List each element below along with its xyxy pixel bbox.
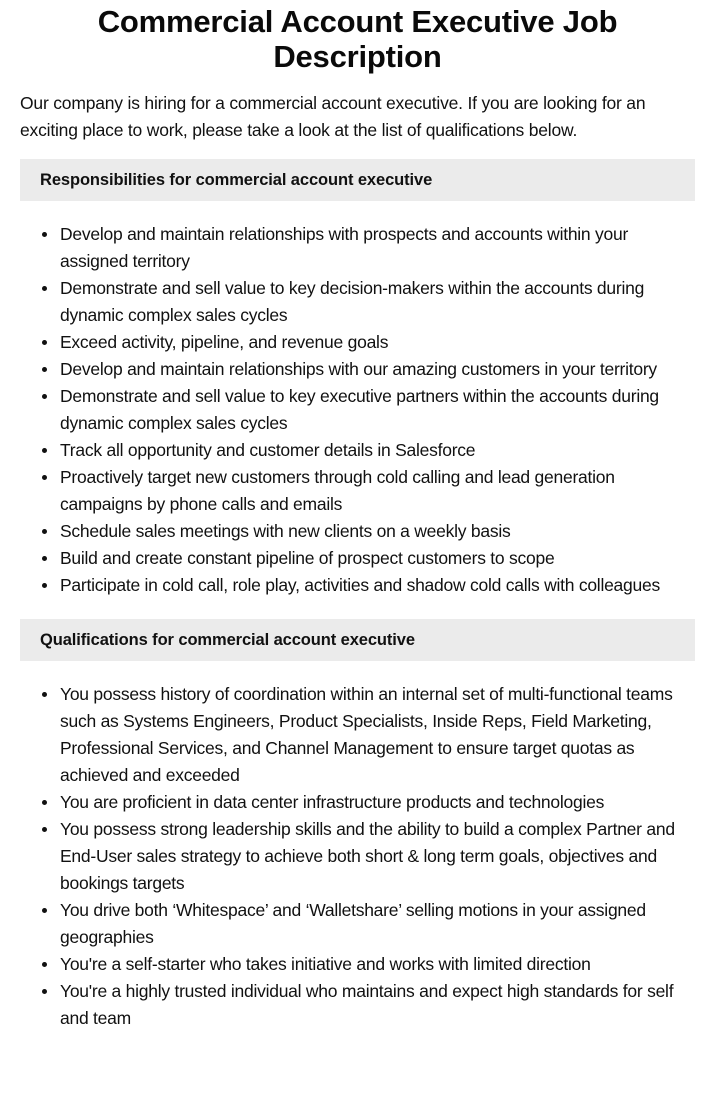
bullet-icon bbox=[42, 692, 47, 697]
bullet-icon bbox=[42, 232, 47, 237]
list-item bbox=[20, 356, 695, 383]
list-item-text: You're a highly trusted individual who maintains and expect high standards for self and team bbox=[60, 981, 674, 1028]
list-item bbox=[20, 329, 695, 356]
bullet-icon bbox=[42, 827, 47, 832]
list-item-text: Develop and maintain relationships with our amazing customers in your territory bbox=[60, 359, 657, 379]
list-item bbox=[20, 572, 695, 599]
list-item-text: You drive both ‘Whitespace’ and ‘Walletshare’ selling motions in your assigned geographies bbox=[60, 900, 646, 947]
list-item bbox=[20, 816, 695, 897]
intro-paragraph: Our company is hiring for a commercial account executive. If you are looking for an exciting place to work, please take a look at the list of qualifications below. bbox=[20, 93, 646, 140]
list-item bbox=[20, 978, 695, 1032]
list-item bbox=[20, 437, 695, 464]
list-item-text: Participate in cold call, role play, activities and shadow cold calls with colleagues bbox=[60, 575, 660, 595]
bullet-icon bbox=[42, 989, 47, 994]
list-item-text: Demonstrate and sell value to key decision-makers within the accounts during dynamic complex sales cycles bbox=[60, 278, 645, 325]
list-item bbox=[20, 545, 695, 572]
bullet-icon bbox=[42, 908, 47, 913]
page-title: Commercial Account Executive Job Description bbox=[97, 4, 618, 74]
bullet-icon bbox=[42, 475, 47, 480]
list-item bbox=[20, 464, 695, 518]
responsibilities-list bbox=[20, 221, 695, 599]
list-item bbox=[20, 897, 695, 951]
list-item-text: Build and create constant pipeline of prospect customers to scope bbox=[60, 548, 555, 568]
qualifications-heading: Qualifications for commercial account executive bbox=[20, 619, 695, 661]
list-item-text: Demonstrate and sell value to key executive partners within the accounts during dynamic complex sales cycles bbox=[60, 386, 659, 433]
list-item-text: You're a self-starter who takes initiative and works with limited direction bbox=[60, 954, 591, 974]
list-item bbox=[20, 951, 695, 978]
list-item bbox=[20, 518, 695, 545]
bullet-icon bbox=[42, 962, 47, 967]
bullet-icon bbox=[42, 367, 47, 372]
list-item bbox=[20, 681, 695, 789]
list-item-text: Develop and maintain relationships with prospects and accounts within your assigned territory bbox=[60, 224, 629, 271]
bullet-icon bbox=[42, 529, 47, 534]
list-item-text: Track all opportunity and customer details in Salesforce bbox=[60, 440, 476, 460]
bullet-icon bbox=[42, 556, 47, 561]
list-item-text: Exceed activity, pipeline, and revenue goals bbox=[60, 332, 389, 352]
bullet-icon bbox=[42, 448, 47, 453]
list-item-text: Proactively target new customers through cold calling and lead generation campaigns by phone calls and emails bbox=[60, 467, 615, 514]
list-item bbox=[20, 789, 695, 816]
bullet-icon bbox=[42, 394, 47, 399]
list-item bbox=[20, 275, 695, 329]
bullet-icon bbox=[42, 800, 47, 805]
list-item bbox=[20, 221, 695, 275]
bullet-icon bbox=[42, 286, 47, 291]
responsibilities-heading: Responsibilities for commercial account executive bbox=[20, 159, 695, 201]
list-item-text: You possess strong leadership skills and the ability to build a complex Partner and End-User sales strategy to achieve both short & long term goals, objectives and bookings targets bbox=[60, 819, 675, 893]
list-item-text: You possess history of coordination within an internal set of multi-functional teams such as Systems Engineers, Product Specialists, Inside Reps, Field Marketing, Professional Services, and Channel Management to ensure target quotas as achieved and exceeded bbox=[60, 684, 673, 785]
list-item-text: Schedule sales meetings with new clients on a weekly basis bbox=[60, 521, 511, 541]
bullet-icon bbox=[42, 340, 47, 345]
qualifications-list bbox=[20, 681, 695, 1032]
list-item bbox=[20, 383, 695, 437]
bullet-icon bbox=[42, 583, 47, 588]
list-item-text: You are proficient in data center infrastructure products and technologies bbox=[60, 792, 605, 812]
